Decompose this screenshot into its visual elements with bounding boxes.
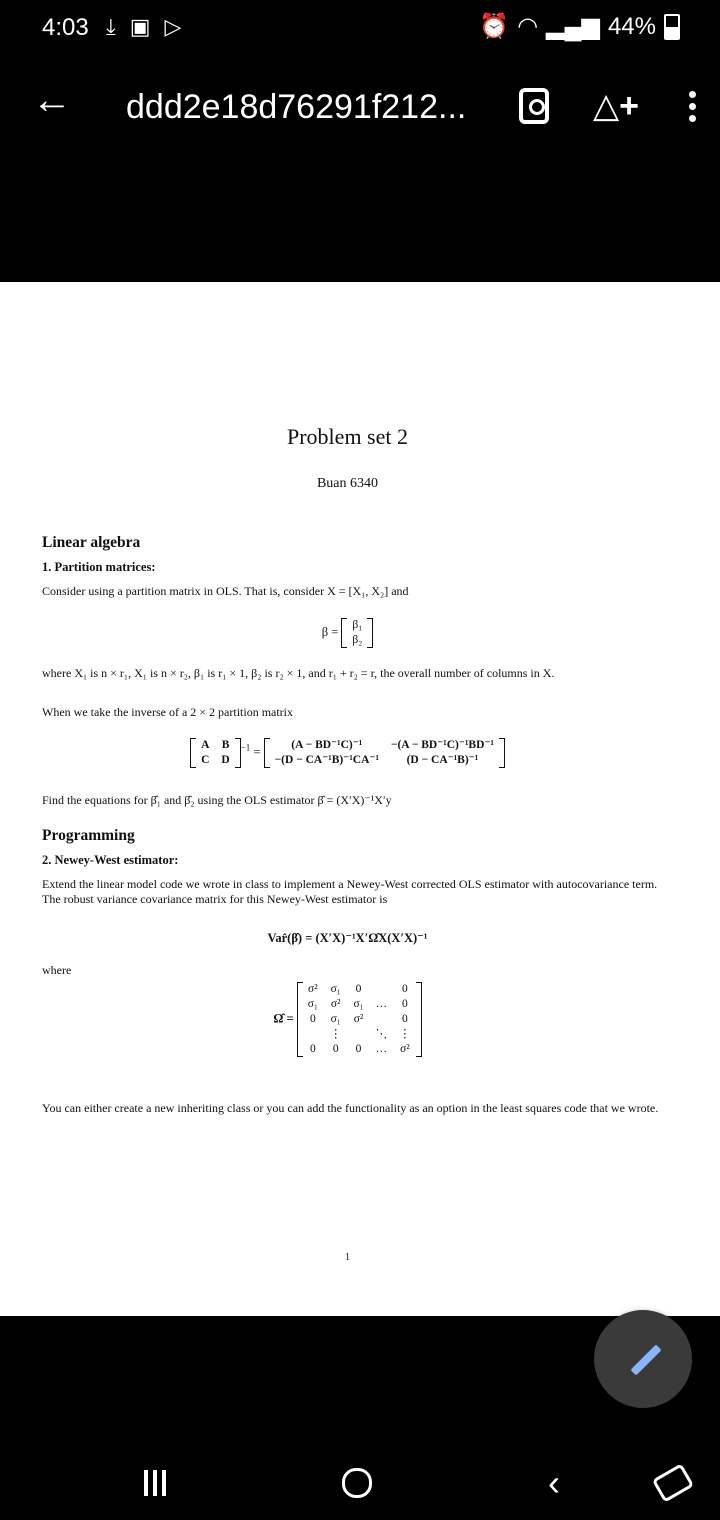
omega-cell: 0 (355, 1043, 362, 1055)
omega-cell: … (375, 1043, 388, 1055)
omega-cell: 0 (332, 1043, 339, 1055)
omega-cell (370, 982, 394, 997)
omega-cell (347, 1027, 369, 1042)
page-title: Problem set 2 (287, 424, 408, 449)
app-bar (0, 60, 720, 150)
nav-back-icon[interactable]: ‹ (548, 1462, 560, 1503)
question-2-text: Extend the linear model code we wrote in class to implement a Newey-West corrected OLS estimator with autocovariance term. The robust variance covariance matrix for this Newey-West estimator is (42, 877, 658, 906)
equals-sign: = (253, 744, 261, 759)
battery-icon (664, 14, 680, 40)
matrix-b: B (221, 739, 230, 751)
navigation-bar (0, 1440, 720, 1520)
variance-equation: Var̂(β̂) = (X′X)⁻¹X′Ω̂X(X′X)⁻¹ (267, 931, 428, 945)
omega-cell: 0 (402, 998, 408, 1010)
back-arrow-icon[interactable]: ← (32, 78, 72, 122)
omega-cell: σ₁ (330, 983, 341, 995)
page-subtitle: Buan 6340 (316, 476, 379, 491)
beta-equation (0, 618, 695, 648)
omega-cell (370, 1012, 394, 1027)
question-1-text: Consider using a partition matrix in OLS. That is, consider X = [X₁, X₂] and (42, 584, 409, 598)
omega-cell: σ₁ (307, 998, 318, 1010)
omega-cell: 0 (309, 1013, 316, 1025)
search-in-document-icon[interactable] (519, 88, 549, 124)
omega-cell: 0 (355, 983, 362, 995)
find-equations-text: Find the equations for β̂₁ and β̂₂ using the OLS estimator β̂ = (X′X)⁻¹X′y (42, 793, 392, 807)
result-11: (A − BD⁻¹C)⁻¹ (291, 739, 363, 751)
result-21: −(D − CA⁻¹B)⁻¹CA⁻¹ (274, 754, 379, 766)
omega-equation (0, 982, 695, 1057)
alarm-icon: ⏰ (479, 13, 510, 40)
omega-cell: ⋮ (399, 1028, 411, 1040)
matrix-c: C (201, 754, 210, 766)
document-page (0, 282, 720, 1316)
beta1: β₁ (352, 619, 363, 631)
edit-button[interactable] (594, 1310, 692, 1408)
inverse-intro-text: When we take the inverse of a 2 × 2 partition matrix (42, 705, 294, 719)
play-store-icon: ▷ (164, 14, 182, 39)
omega-label: Ω̂ = (273, 1011, 294, 1026)
page-number: 1 (345, 1252, 350, 1263)
more-options-icon[interactable] (689, 91, 696, 122)
inverse-result-matrix (264, 738, 505, 768)
download-icon: ⤓ (106, 14, 116, 39)
section-heading-linear-algebra: Linear algebra (42, 534, 141, 551)
inverse-exponent: −1 (240, 742, 251, 753)
omega-matrix (297, 982, 422, 1057)
beta-label: β = (321, 624, 339, 639)
beta2: β₂ (352, 634, 363, 646)
wifi-icon: ◠ (517, 13, 539, 40)
battery-percent: 44% (607, 12, 656, 40)
home-icon[interactable] (342, 1468, 372, 1498)
omega-cell: σ² (400, 1043, 410, 1055)
partition-matrix (190, 738, 241, 768)
status-time: 4:03 (42, 14, 89, 41)
where-label: where (42, 963, 72, 977)
rotate-icon[interactable] (652, 1463, 694, 1503)
image-icon: ▣ (129, 14, 151, 39)
omega-cell: ⋱ (375, 1028, 388, 1040)
omega-cell: 0 (402, 983, 408, 995)
section-heading-programming: Programming (42, 827, 135, 844)
question-1-heading: 1. Partition matrices: (42, 560, 156, 574)
omega-cell: σ² (330, 998, 341, 1010)
omega-cell: 0 (309, 1043, 316, 1055)
document-title: ddd2e18d76291f212... (126, 88, 467, 126)
omega-cell (302, 1027, 324, 1042)
result-12: −(A − BD⁻¹C)⁻¹BD⁻¹ (390, 739, 494, 751)
omega-cell: σ₁ (330, 1013, 341, 1025)
closing-text: You can either create a new inheriting class or you can add the functionality as an option in the least squares code that we wrote. (42, 1101, 659, 1115)
omega-cell: ⋮ (329, 1028, 342, 1040)
pencil-icon (630, 1344, 661, 1375)
status-bar (0, 0, 720, 56)
signal-icon: ▂▄▆ (546, 13, 600, 40)
omega-cell: σ² (353, 1013, 364, 1025)
result-22: (D − CA⁻¹B)⁻¹ (406, 754, 479, 766)
omega-cell: … (375, 998, 388, 1010)
recents-icon[interactable] (144, 1470, 166, 1496)
omega-cell: 0 (402, 1013, 408, 1025)
omega-cell: σ² (308, 983, 318, 995)
add-to-drive-icon[interactable]: △+ (592, 87, 639, 125)
partition-inverse-equation (0, 738, 695, 768)
matrix-a: A (201, 739, 210, 751)
question-2-heading: 2. Newey-West estimator: (42, 853, 179, 867)
matrix-d: D (221, 754, 230, 766)
dimensions-text: where X₁ is n × r₁, X₁ is n × r₂, β₁ is r₁ × 1, β₂ is r₂ × 1, and r₁ + r₂ = r, the overall number of columns in X. (42, 666, 555, 680)
omega-cell: σ₁ (353, 998, 364, 1010)
beta-vector (341, 618, 373, 648)
